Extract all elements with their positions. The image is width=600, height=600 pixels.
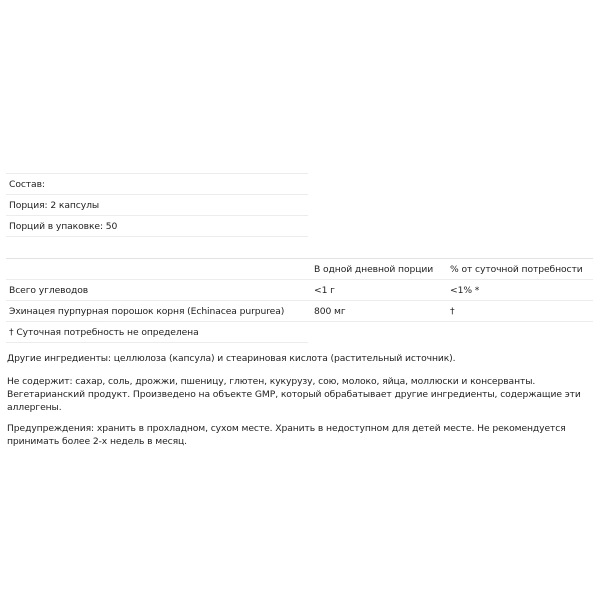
warnings-text: Предупреждения: хранить в прохладном, сухом месте. Хранить в недоступном для детей месте. Не рекомендуется принимать более 2-х недель в месяц.	[7, 423, 566, 447]
supplement-facts	[6, 173, 594, 448]
other-ingredients-text: Другие ингредиенты: целлюлоза (капсула) и стеариновая кислота (растительный источник).	[7, 353, 456, 364]
table-header-row	[6, 259, 593, 280]
daily-value: <1% *	[450, 285, 480, 296]
table-row	[6, 301, 593, 322]
header-per-serving: В одной дневной порции	[314, 264, 434, 275]
amount-per-serving: <1 г	[314, 285, 335, 296]
table-row	[6, 280, 593, 301]
ingredient-name: Эхинацея пурпурная порошок корня (Echinacea purpurea)	[9, 306, 285, 317]
composition-table	[6, 173, 308, 237]
header-ingredient	[6, 259, 310, 279]
composition-label: Состав:	[6, 174, 308, 195]
servings-per-container: Порций в упаковке: 50	[6, 216, 308, 237]
amount-per-serving: 800 мг	[314, 306, 346, 317]
allergen-info-text: Не содержит: сахар, соль, дрожжи, пшеницу, глютен, кукурузу, сою, молоко, яйца, моллюски и консерванты. Вегетарианский продукт. Произведено на объекте GMP, который обрабатывает другие ингредиенты, содержащие эти аллергены.	[7, 376, 581, 413]
nutrition-table	[6, 258, 593, 322]
ingredient-name: Всего углеводов	[9, 285, 89, 296]
daily-value: †	[450, 306, 455, 317]
header-daily-value: % от суточной потребности	[450, 264, 583, 275]
table-footnote: † Суточная потребность не определена	[6, 322, 308, 343]
serving-size: Порция: 2 капсулы	[6, 195, 308, 216]
